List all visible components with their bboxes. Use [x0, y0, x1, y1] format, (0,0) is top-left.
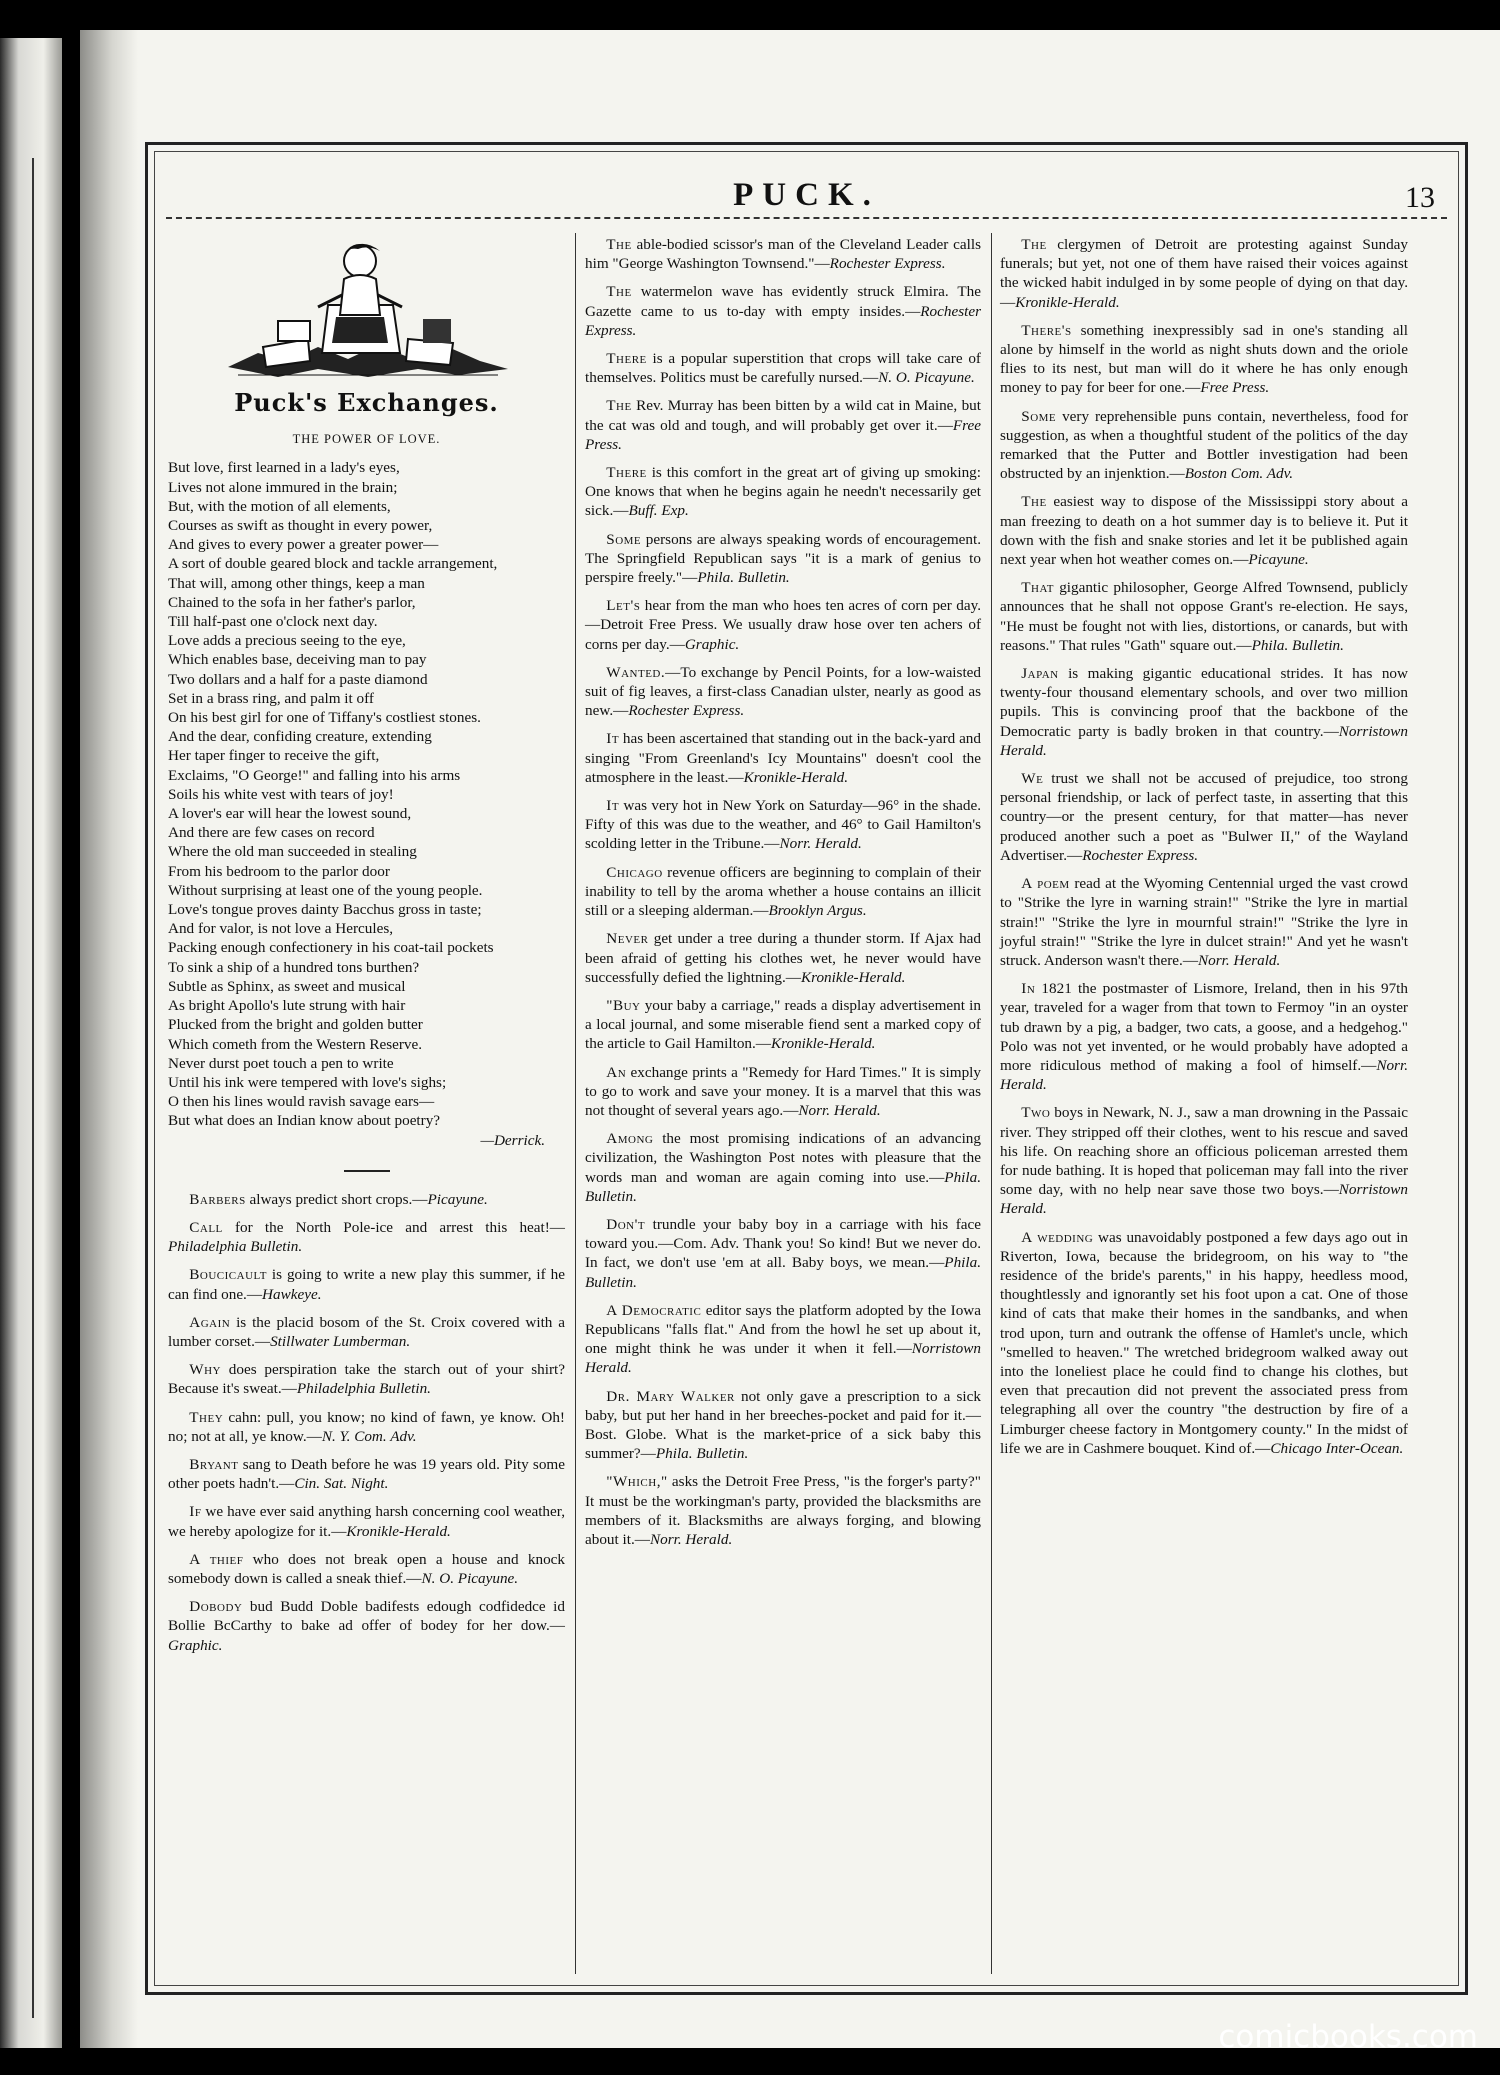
item-source: Cin. Sat. Night.: [294, 1475, 389, 1493]
poem-line: And gives to every power a greater power—: [168, 536, 439, 554]
poem-line: Love's tongue proves dainty Bacchus gross in taste;: [168, 901, 482, 919]
item-text: easiest way to dispose of the Mississippi story about a man freezing to death on a hot summer day is to believe it. Put it down with the fish and snake stories and let it be published again next year when hot weather comes on.—: [1000, 493, 1408, 569]
site-watermark: comicbooks.com: [1218, 2019, 1478, 2055]
poem-line: Chained to the sofa in her father's parlor,: [168, 593, 416, 611]
item-lead: There's: [1021, 321, 1072, 339]
item-text: sang to Death before he was 19 years old. Pity some other poets hadn't.—: [168, 1455, 565, 1493]
news-item: [585, 796, 981, 854]
column-3: [1000, 235, 1408, 1972]
poem-line: Subtle as Sphinx, as sweet and musical: [168, 977, 406, 995]
item-text: is a popular superstition that crops will take care of themselves. Politics must be carefully nursed.—: [585, 350, 981, 387]
news-item: [1000, 874, 1408, 970]
news-item: [168, 1313, 565, 1351]
item-source: Norristown Herald.: [1000, 722, 1408, 759]
item-lead: There: [606, 464, 647, 482]
item-text: does perspiration take the starch out of your shirt? Because it's sweat.—: [168, 1361, 565, 1398]
news-item: [585, 1063, 981, 1121]
item-source: Norr. Herald.: [649, 1530, 733, 1548]
item-lead: We: [1021, 770, 1044, 788]
item-lead: Japan: [1021, 665, 1059, 683]
item-source: Phila. Bulletin.: [585, 1254, 981, 1291]
poem-line: And the dear, confiding creature, extending: [168, 728, 432, 746]
item-text: clergymen of Detroit are protesting against Sunday funerals; but yet, not one of them have raised their voices against the wicked habit indulged in by some people of dying on that day.—: [1000, 236, 1408, 311]
news-item: [1000, 664, 1408, 760]
column-1-items: [168, 1190, 565, 1655]
news-item: [168, 1597, 565, 1655]
column-2: [585, 235, 981, 1972]
item-source: Rochester Express.: [585, 302, 981, 339]
item-lead: Never: [606, 930, 649, 948]
news-item: [585, 596, 981, 654]
news-item: [585, 463, 981, 521]
news-item: [585, 863, 981, 921]
item-text: —To exchange by Pencil Points, for a low-waisted suit of fig leaves, a first-class Canadian ulster, nearly as good as new.—: [585, 663, 981, 720]
news-item: [585, 1129, 981, 1206]
item-source: N. O. Picayune.: [421, 1569, 519, 1587]
puck-illustration: [168, 235, 565, 383]
adjacent-page-edge: [0, 38, 62, 2048]
poem-line: Without surprising at least one of the young people.: [168, 881, 483, 899]
item-lead: "Buy: [606, 996, 641, 1014]
item-lead: The: [606, 283, 632, 301]
news-item: [585, 349, 981, 387]
item-text: not only gave a prescription to a sick baby, but put her hand in her breeches-pocket and paid for it.—Bost. Globe. What is the market-price of a sick baby this summer?—: [585, 1387, 981, 1463]
item-text: the most promising indications of an advancing civilization, the Washington Post notes with pleasure that the words man and woman are again coming into use.—: [585, 1130, 981, 1186]
item-text: has been ascertained that standing out in the back-yard and singing "From Greenland's Icy Mountains" doesn't cool the atmosphere in the least.—: [585, 730, 981, 786]
news-item: [585, 282, 981, 340]
item-lead: Some: [1021, 407, 1057, 425]
news-item: [1000, 407, 1408, 484]
poem-line: Lives not alone immured in the brain;: [168, 478, 398, 496]
poem-line: Soils his white vest with tears of joy!: [168, 785, 394, 803]
item-text: boys in Newark, N. J., saw a man drowning in the Passaic river. They stripped off their clothes, went to his rescue and saved his life. On reaching shore an officious policeman arrested them for nude bathing. It is hoped that policeman may fall into the river some day, with no help near save those two boys.—: [1000, 1104, 1408, 1199]
poem-line: And for valor, is not love a Hercules,: [168, 920, 394, 938]
news-item: [585, 1301, 981, 1378]
item-lead: Again: [189, 1313, 231, 1331]
news-item: [585, 1215, 981, 1292]
item-lead: Bryant: [189, 1455, 239, 1473]
item-text: is this comfort in the great art of giving up smoking: One knows that when he begins again he needn't necessarily get sick.—: [585, 464, 981, 520]
item-source: Brooklyn Argus.: [768, 902, 867, 920]
item-lead: Dobody: [189, 1598, 243, 1616]
page-frame: [145, 142, 1468, 1995]
item-source: Kronikle-Herald.: [800, 968, 906, 986]
item-lead: The: [1021, 236, 1047, 253]
item-lead: Let's: [606, 597, 641, 615]
item-lead: The: [1021, 493, 1047, 511]
poem-line: A sort of double geared block and tackle arrangement,: [168, 555, 498, 573]
item-text: cahn: pull, you know; no kind of fawn, ye know. Oh! no; not at all, ye know.—: [168, 1408, 565, 1445]
poem-line: To sink a ship of a hundred tons burthen?: [168, 958, 420, 976]
item-text: always predict short crops.—: [245, 1190, 428, 1208]
item-lead: Some: [606, 530, 642, 548]
item-lead: Barbers: [189, 1190, 246, 1208]
poem-line: A lover's ear will hear the lowest sound,: [168, 805, 412, 823]
poem-line: Never durst poet touch a pen to write: [168, 1054, 394, 1072]
news-item: [1000, 492, 1408, 569]
item-source: Rochester Express.: [1082, 846, 1199, 864]
item-lead: Among: [606, 1130, 654, 1148]
item-source: Picayune.: [427, 1190, 488, 1208]
news-item: [168, 1502, 565, 1540]
item-source: Graphic.: [168, 1636, 223, 1654]
masthead: PUCK.: [733, 177, 880, 213]
item-lead: A wedding: [1021, 1228, 1094, 1246]
puck-reading-papers-icon: [218, 235, 518, 383]
poem-line: Which enables base, deceiving man to pay: [168, 651, 427, 669]
item-text: editor says the platform adopted by the Iowa Republicans "falls flat." And from the howl he set up about it, one might think he was under it when it fell.—: [585, 1301, 981, 1358]
news-item: [168, 1360, 565, 1398]
item-lead: Two: [1021, 1104, 1051, 1122]
item-source: Picayune.: [1248, 551, 1309, 569]
poem-line: O then his lines would ravish savage ears—: [168, 1093, 435, 1111]
poem-line: Plucked from the bright and golden butter: [168, 1016, 423, 1034]
item-text: get under a tree during a thunder storm. If Ajax had been afraid of getting his clothes wet, he never would have successfully defied the lightning.—: [585, 930, 981, 986]
item-lead: Call: [189, 1218, 223, 1236]
item-text: gigantic philosopher, George Alfred Townsend, publicly announces that he shall not oppose Grant's re-election. He says, "He must be fought not with lies, distortions, or canards, but with reasons." That rules "Gath" square out.—: [1000, 579, 1408, 654]
news-item: [168, 1265, 565, 1303]
news-item: [168, 1550, 565, 1588]
item-source: N. Y. Com. Adv.: [321, 1427, 417, 1445]
item-source: Norr. Herald.: [1198, 951, 1281, 969]
item-lead: A poem: [1021, 875, 1070, 893]
item-lead: Dr. Mary Walker: [606, 1387, 735, 1405]
item-text: asks the Detroit Free Press, "is the forger's party?" It must be the workingman's party, provided the blacksmiths are members of it. Blacksmiths are always forging, and blowing about it.—: [585, 1473, 981, 1548]
poem-line: Packing enough confectionery in his coat-tail pockets: [168, 939, 494, 957]
item-source: Hawkeye.: [262, 1285, 322, 1303]
adjacent-page-rule: [32, 158, 34, 2018]
item-text: read at the Wyoming Centennial urged the vast crowd to "Strike the lyre in warning strain!" "Strike the lyre in martial strain!" "Strike the lyre in mournful strain!" "Strike the lyre in joyful strain!" "Strike the lyre in dulcet strain!" And yet he wasn't struck. Anderson wasn't there.—: [1000, 875, 1408, 969]
poem-line: On his best girl for one of Tiffany's costliest stones.: [168, 709, 481, 727]
item-source: Graphic.: [684, 635, 740, 653]
item-text: we have ever said anything harsh concerning cool weather, we hereby apologize for it.—: [168, 1503, 565, 1540]
item-text: 1821 the postmaster of Lismore, Ireland, then in his 97th year, traveled for a wager from that town to Fermoy "in an oyster tub drawn by a pig, a badger, two cats, a goose, and a hedgehog." Polo was not yet invented, or he would probably have adopted a more ridiculous method of making a fool of himself.—: [1000, 980, 1408, 1074]
item-source: Norristown Herald.: [1000, 1181, 1408, 1218]
item-lead: That: [1021, 579, 1054, 597]
item-text: watermelon wave has evidently struck Elmira. The Gazette came to us to-day with empty insides.—: [585, 283, 981, 320]
page-header: [148, 177, 1465, 217]
item-lead: Don't: [606, 1215, 646, 1233]
item-source: Norristown Herald.: [585, 1340, 981, 1377]
item-lead: There: [606, 350, 647, 368]
news-item: [585, 996, 981, 1054]
header-rule: [166, 217, 1447, 219]
item-text: able-bodied scissor's man of the Cleveland Leader calls him "George Washington Townsend."—: [585, 236, 981, 273]
item-text: very reprehensible puns contain, nevertheless, food for suggestion, as when a thoughtful student of the politics of the day remarked that the Putter and Bottler investigation had been obstructed by an injenktion.—: [1000, 407, 1408, 483]
item-source: Norr. Herald.: [779, 835, 862, 853]
poem-line: But, with the motion of all elements,: [168, 497, 391, 515]
item-source: Rochester Express.: [628, 702, 745, 720]
item-source: Stillwater Lumberman.: [270, 1332, 411, 1350]
item-lead: "Which,": [606, 1473, 668, 1491]
poem-line: As bright Apollo's lute strung with hair: [168, 997, 406, 1015]
section-divider: [344, 1170, 390, 1172]
item-lead: The: [606, 397, 632, 415]
poem-line: Which cometh from the Western Reserve.: [168, 1035, 423, 1053]
news-item: [585, 235, 981, 273]
item-text: is making gigantic educational strides. It has now twenty-four thousand elementary schools, and over two million pupils. This is convincing proof that the backbone of the Democratic party is badly broken in that country.—: [1000, 665, 1408, 740]
item-source: Free Press.: [1200, 379, 1270, 397]
column-2-items: [585, 235, 981, 1549]
poem-line: Courses as swift as thought in every power,: [168, 517, 433, 535]
news-item: [585, 1387, 981, 1464]
item-source: Philadelphia Bulletin.: [168, 1238, 303, 1256]
poem-line: That will, among other things, keep a man: [168, 574, 425, 592]
news-item: [1000, 321, 1408, 398]
page-number: 13: [1405, 181, 1435, 214]
poem-line: Set in a brass ring, and palm it off: [168, 689, 374, 707]
item-text: something inexpressibly sad in one's standing all alone by himself in the world as night shuts down and the oriole flies to its nest, but man will do it where he has only enough money to pay for beer for one.—: [1000, 321, 1408, 397]
poem-line: Where the old man succeeded in stealing: [168, 843, 417, 861]
news-item: [585, 929, 981, 987]
news-item: [168, 1455, 565, 1493]
magazine-page: [80, 30, 1500, 2048]
item-text: was very hot in New York on Saturday—96° in the shade. Fifty of this was due to the weather, and 46° to Gail Hamilton's scolding letter in the Tribune.—: [585, 797, 981, 853]
item-lead: Why: [189, 1361, 221, 1379]
item-source: Phila. Bulletin.: [585, 1168, 981, 1205]
column-divider: [575, 233, 576, 1974]
news-item: [1000, 979, 1408, 1094]
column-3-items: [1000, 235, 1408, 1458]
poem-line: Until his ink were tempered with love's sighs;: [168, 1073, 447, 1091]
item-text: your baby a carriage," reads a display advertisement in a local journal, and some miserable fiend sent a marked copy of the article to Gail Hamilton.—: [585, 996, 981, 1053]
item-text: trundle your baby boy in a carriage with his face toward you.—Com. Adv. Thank you! So kind! But we never do. In fact, we don't use 'em at all. Baby boys, we mean.—: [585, 1215, 981, 1272]
poem-line: From his bedroom to the parlor door: [168, 862, 390, 880]
item-text: persons are always speaking words of encouragement. The Springfield Republican says "it is a mark of genius to perspire freely."—: [585, 530, 981, 587]
item-source: Norr. Herald.: [1000, 1056, 1408, 1094]
item-source: Phila. Bulletin.: [655, 1445, 749, 1463]
poem-title: THE POWER OF LOVE.: [292, 432, 441, 447]
item-source: Chicago Inter-Ocean.: [1270, 1439, 1404, 1457]
item-lead: A Democratic: [606, 1301, 702, 1319]
item-lead: It: [606, 730, 620, 748]
page-spine-shadow: [80, 30, 138, 2048]
item-lead: Chicago: [606, 863, 663, 881]
item-text: who does not break open a house and knock somebody down is called a sneak thief.—: [168, 1550, 565, 1587]
item-source: Norr. Herald.: [798, 1101, 881, 1119]
item-text: is the placid bosom of the St. Croix covered with a lumber corset.—: [168, 1313, 565, 1350]
poem-line: Two dollars and a half for a paste diamond: [168, 670, 428, 688]
item-source: Phila. Bulletin.: [697, 569, 790, 587]
news-item: [1000, 578, 1408, 655]
news-item: [168, 1408, 565, 1446]
item-text: revenue officers are beginning to complain of their inability to tell by the aroma whether a house contains an illicit still or a sleeping alderman.—: [585, 863, 981, 920]
item-lead: An: [606, 1063, 627, 1081]
column-divider: [991, 233, 992, 1974]
item-lead: The: [606, 236, 632, 253]
news-item: [1000, 1103, 1408, 1218]
item-lead: In: [1021, 980, 1036, 998]
news-item: [168, 1218, 565, 1256]
item-lead: Wanted.: [606, 663, 666, 681]
poem-author: —Derrick.: [480, 1131, 545, 1149]
section-title: Puck's Exchanges.: [234, 388, 499, 417]
item-text: hear from the man who hoes ten acres of corn per day.—Detroit Free Press. We usually draw hose over ten achers of corns per day.—: [585, 597, 981, 653]
item-source: Kronikle-Herald.: [771, 1035, 876, 1053]
item-lead: They: [189, 1408, 224, 1426]
item-text: for the North Pole-ice and arrest this heat!—: [222, 1218, 565, 1236]
news-item: [585, 530, 981, 588]
item-source: Kronikle-Herald.: [1015, 293, 1120, 311]
item-text: trust we shall not be accused of prejudice, too strong personal friendship, or lack of perfect taste, in asserting that this country—or the present century, for that matter—has never produced another such a poet as "Bulwer II," of the Wayland Advertiser.—: [1000, 770, 1408, 864]
item-source: Kronikle-Herald.: [346, 1522, 451, 1540]
item-source: Kronikle-Herald.: [743, 768, 849, 786]
news-item: [1000, 235, 1408, 312]
item-source: Free Press.: [585, 416, 981, 453]
item-source: Boston Com. Adv.: [1184, 465, 1294, 483]
poem-line: And there are few cases on record: [168, 824, 375, 842]
poem-line: Love adds a precious seeing to the eye,: [168, 632, 406, 650]
poem-line: Her taper finger to receive the gift,: [168, 747, 380, 765]
news-item: [1000, 769, 1408, 865]
item-text: was unavoidably postponed a few days ago out in Riverton, Iowa, because the bridegroom, on his way to "the residence of the bride's parents," in his happy, heedless mood, thoughtlessly and ignorantly set his foot upon a cat. One of those kind of cats that make their homes in the sandbanks, and when trod upon, turn and outrank the offense of Hamlet's uncle, which "smelled to heaven." The wretched bridegroom walked away out into the loneliest place he could find to change his clothes, but even that precaution did not prevent the associated press from telegraphing all over the country "the destruction by fire of a Limburger cheese factory in Montgomery county." In the midst of life we are in Cashmere bouquet. Kind of.—: [1000, 1228, 1409, 1457]
news-item: [585, 1472, 981, 1549]
item-source: Rochester Express.: [829, 255, 946, 273]
item-text: is going to write a new play this summer, if he can find one.—: [168, 1266, 565, 1303]
item-text: bud Budd Doble badifests edough codfidedce id Bollie BcCarthy to bake ad offer of bodey for her dow.—: [168, 1598, 565, 1635]
item-lead: A thief: [189, 1550, 244, 1568]
item-source: Philadelphia Bulletin.: [296, 1380, 431, 1398]
item-source: Buff. Exp.: [628, 502, 689, 520]
poem-line: But love, first learned in a lady's eyes,: [168, 459, 400, 477]
column-1: [168, 235, 565, 1972]
item-lead: It: [606, 797, 620, 815]
news-item: [585, 396, 981, 454]
item-lead: Boucicault: [189, 1266, 267, 1284]
item-source: Phila. Bulletin.: [1251, 636, 1344, 654]
news-item: [585, 663, 981, 721]
item-source: N. O. Picayune.: [878, 369, 975, 387]
poem-line: Exclaims, "O George!" and falling into his arms: [168, 766, 461, 784]
news-item: [168, 1190, 565, 1209]
news-item: [1000, 1228, 1408, 1458]
poem-line: Till half-past one o'clock next day.: [168, 613, 378, 631]
item-text: Rev. Murray has been bitten by a wild cat in Maine, but the cat was old and tough, and will probably get over it.—: [585, 397, 981, 434]
item-lead: If: [189, 1503, 202, 1521]
news-item: [585, 729, 981, 787]
poem-line: But what does an Indian know about poetry?: [168, 1112, 441, 1130]
item-text: exchange prints a "Remedy for Hard Times." It is simply to go to work and save your money. It is a marvel that this was not thought of several years ago.—: [585, 1063, 981, 1119]
poem: [168, 458, 565, 1130]
